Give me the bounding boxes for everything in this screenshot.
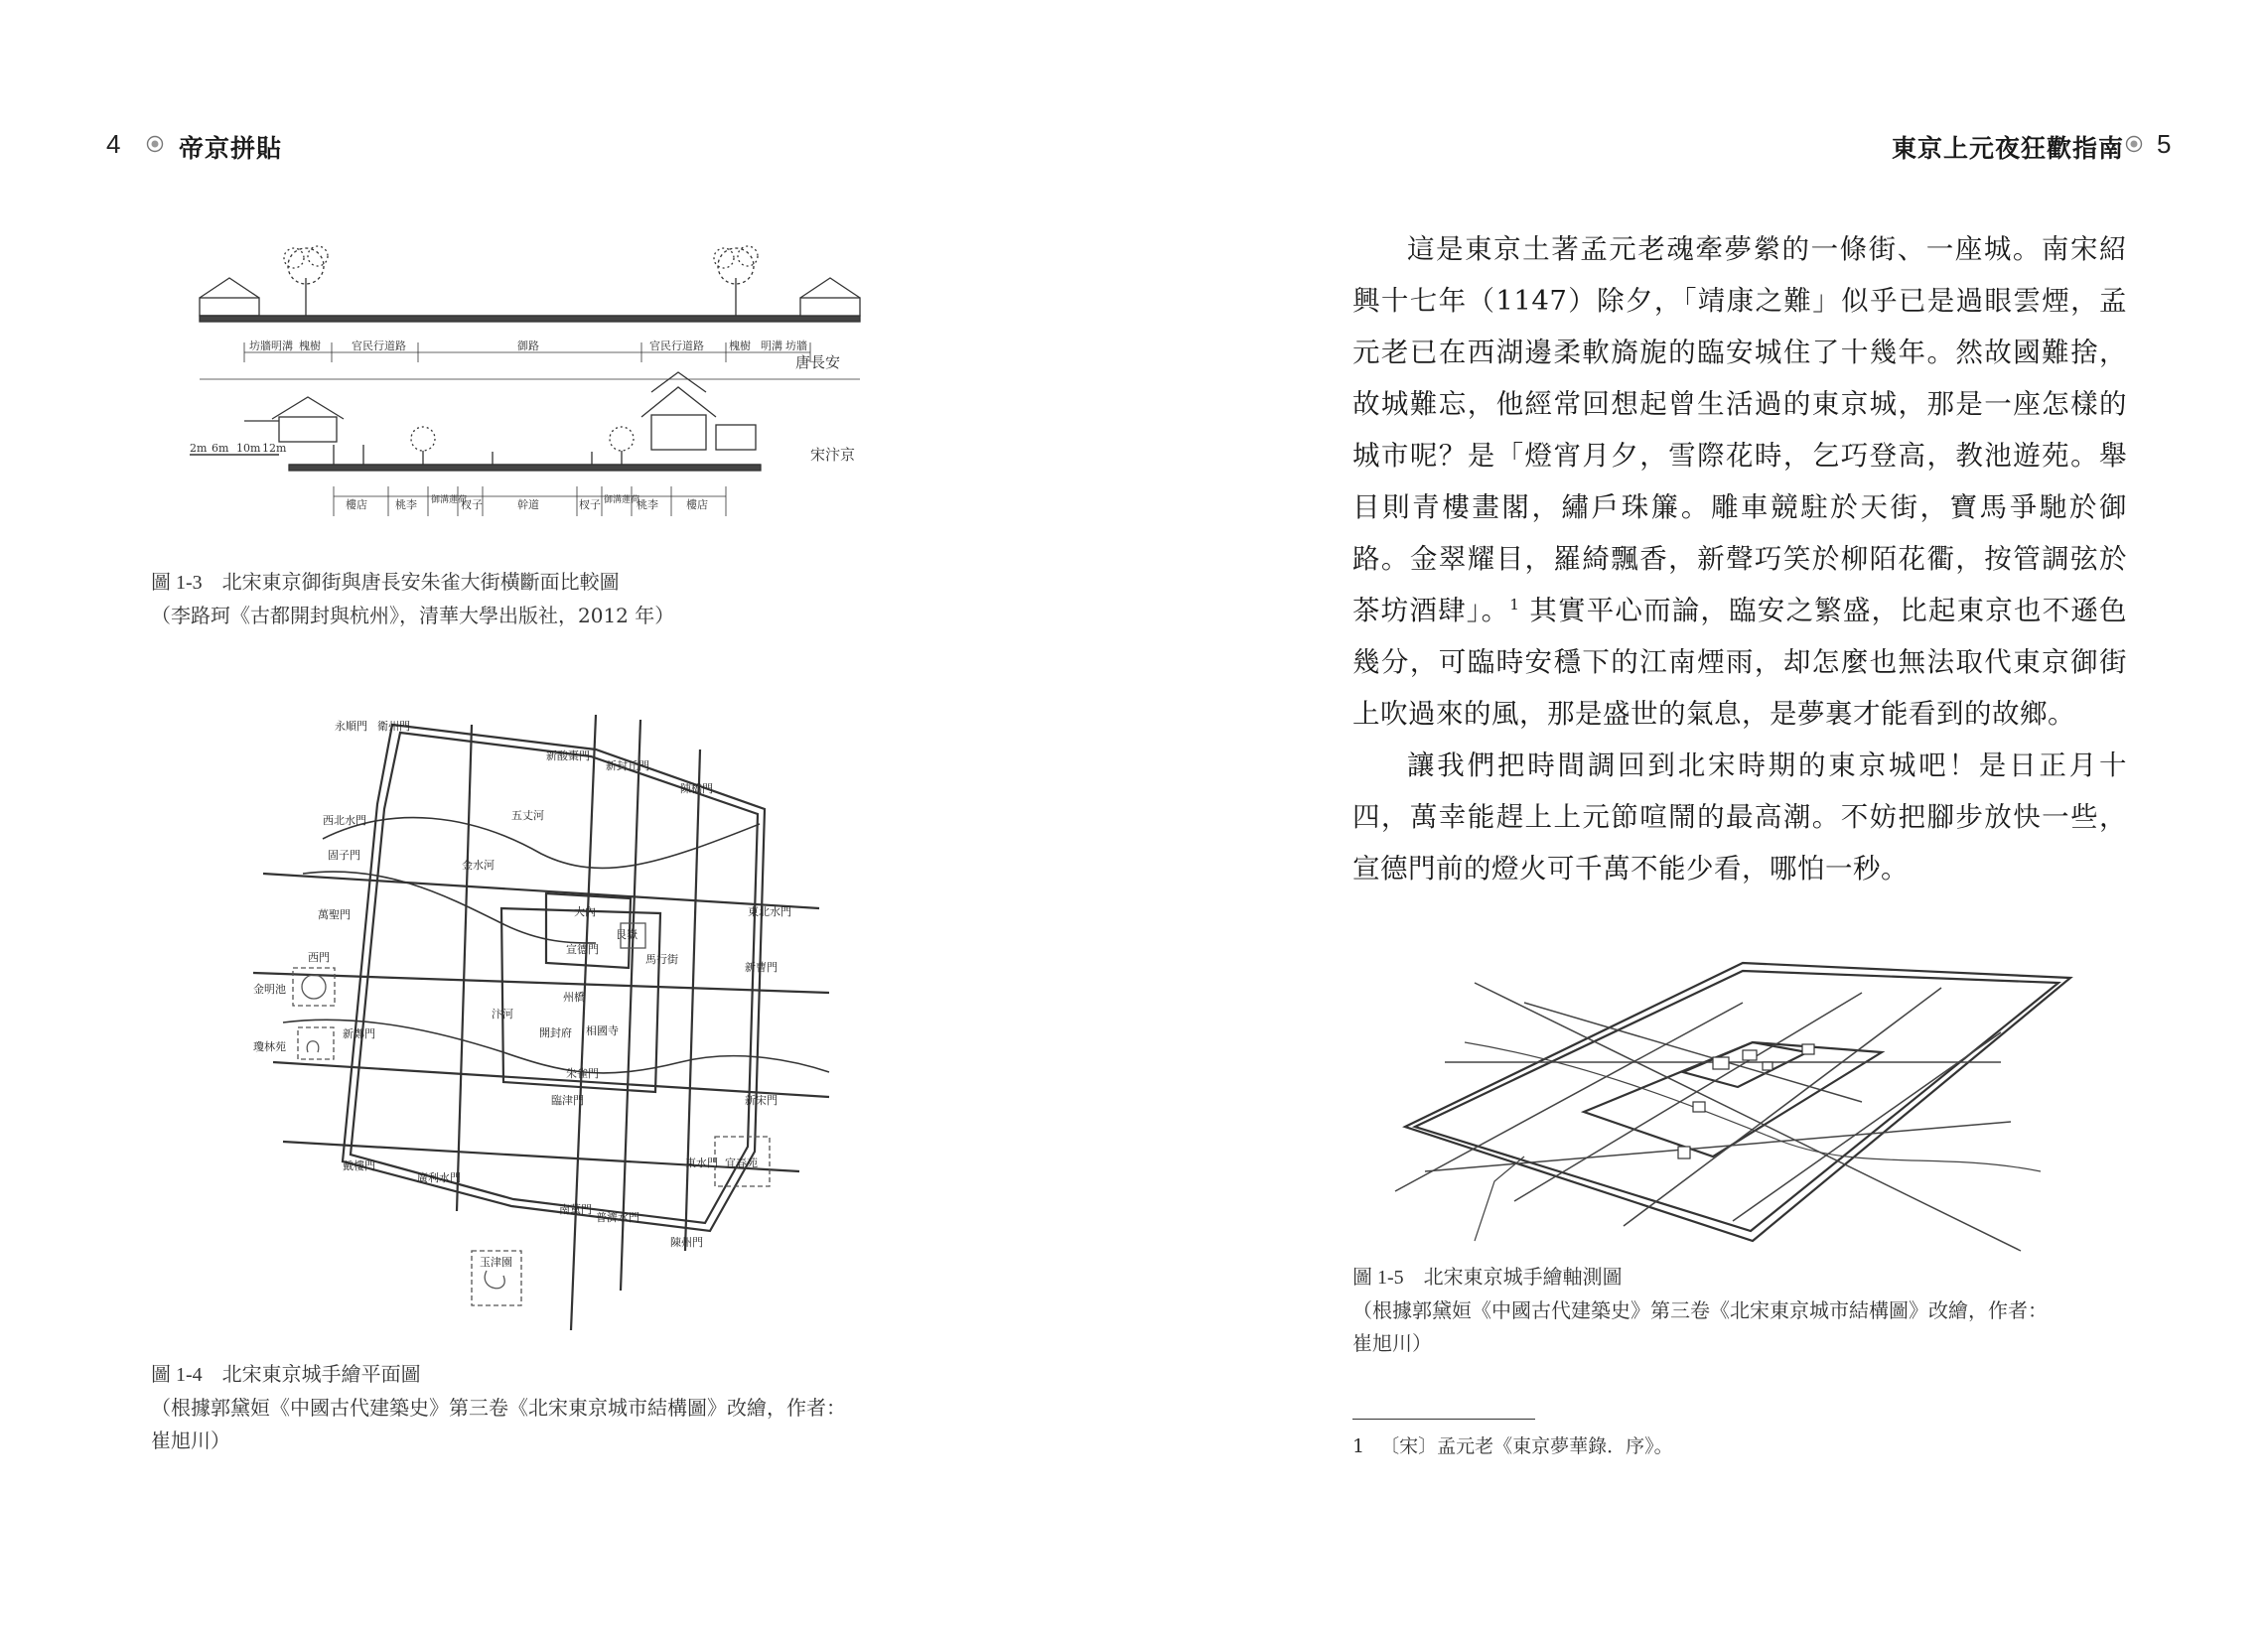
- svg-text:宣德門: 宣德門: [566, 943, 599, 956]
- figure-title: 北宋東京御街與唐長安朱雀大街橫斷面比較圖: [221, 570, 620, 594]
- figure-source-cont: 崔旭川）: [151, 1429, 230, 1452]
- svg-text:新封丘門: 新封丘門: [606, 759, 649, 772]
- svg-text:官民行道路: 官民行道路: [649, 340, 704, 352]
- svg-text:東水門: 東水門: [685, 1157, 718, 1169]
- svg-text:馬行街: 馬行街: [645, 953, 678, 966]
- right-running-title: 東京上元夜狂歡指南: [1892, 134, 2125, 163]
- svg-text:衛州門: 衛州門: [377, 720, 410, 733]
- svg-text:2m: 2m: [190, 442, 208, 455]
- footnote-divider: [1352, 1419, 1535, 1420]
- svg-text:杈子: 杈子: [579, 498, 601, 511]
- figure-1-3-caption: [151, 566, 674, 632]
- svg-text:永順門: 永順門: [335, 720, 367, 733]
- svg-text:樓店: 樓店: [686, 498, 708, 511]
- svg-text:新鄭門: 新鄭門: [343, 1027, 375, 1040]
- figure-1-3-cross-section: [185, 208, 880, 541]
- svg-text:大內: 大內: [574, 905, 596, 918]
- svg-text:樓店: 樓店: [346, 498, 367, 511]
- figure-source: （根據郭黛姮《中國古代建築史》第三卷《北宋東京城市結構圖》改繪，作者：: [151, 1396, 846, 1420]
- svg-text:萬聖門: 萬聖門: [318, 908, 351, 921]
- figure-source-cont: 崔旭川）: [1352, 1331, 1432, 1355]
- svg-text:御路: 御路: [517, 340, 539, 352]
- figure-title: 北宋東京城手繪軸測圖: [1423, 1265, 1623, 1289]
- svg-text:桃李: 桃李: [395, 498, 417, 511]
- svg-text:坊牆明溝: 坊牆明溝: [249, 340, 293, 352]
- svg-text:陳橋門: 陳橋門: [680, 782, 713, 795]
- svg-text:西北水門: 西北水門: [323, 814, 366, 827]
- svg-text:州橋: 州橋: [563, 991, 585, 1004]
- svg-text:杈子: 杈子: [461, 498, 483, 511]
- svg-text:12m: 12m: [262, 442, 287, 455]
- svg-text:玉津園: 玉津園: [480, 1256, 512, 1269]
- svg-text:臨津門: 臨津門: [551, 1094, 584, 1107]
- svg-text:汴河: 汴河: [492, 1008, 513, 1021]
- svg-text:宜春苑: 宜春苑: [725, 1157, 758, 1169]
- svg-text:金水河: 金水河: [462, 859, 495, 872]
- paragraph: 這是東京土著孟元老魂牽夢縈的一條街、一座城。南宋紹興十七年（1147）除夕，「靖康之難」似乎已是過眼雲煙，孟元老已在西湖邊柔軟旖旎的臨安城住了十幾年。然故國難捨，故城難忘，他經常回想起曾生活過的東京城，那是一座怎樣的城市呢？是「燈宵月夕，雪際花時，乞巧登高，教池遊苑。舉目則青樓畫閣，繡戶珠簾。雕車競駐於天街，寶馬爭馳於御路。金翠耀目，羅綺飄香，新聲巧笑於柳陌花衢，按管調弦於茶坊酒肆」。$^1$ 其實平心而論，臨安之繁盛，比起東京也不遜色幾分，可臨時安穩下的江南煙雨，却怎麼也無法取代東京御街上吹過來的風，那是盛世的氣息，是夢裏才能看到的故鄉。: [1352, 233, 2127, 730]
- figure-1-5-axonometric: [1385, 943, 2080, 1261]
- svg-text:艮嶽: 艮嶽: [616, 928, 638, 941]
- svg-text:金明池: 金明池: [253, 983, 286, 996]
- tree-icon: [284, 246, 328, 316]
- right-page-number: 5: [2157, 129, 2172, 159]
- svg-text:陳州門: 陳州門: [670, 1236, 703, 1249]
- svg-text:相國寺: 相國寺: [586, 1024, 619, 1037]
- svg-text:6m: 6m: [212, 442, 229, 455]
- figure-number: 圖 1-5: [1352, 1267, 1404, 1289]
- svg-text:開封府: 開封府: [539, 1026, 572, 1039]
- svg-text:官民行道路: 官民行道路: [352, 340, 406, 352]
- left-running-title: 帝京拼貼: [179, 134, 283, 163]
- figure-1-4-city-map: [243, 695, 839, 1340]
- svg-text:桃李: 桃李: [637, 498, 658, 511]
- footnote: [1352, 1431, 1673, 1458]
- figure-source: （李路珂《古都開封與杭州》，清華大學出版社，2012 年）: [151, 604, 675, 627]
- left-page-number: 4: [106, 129, 121, 159]
- tree-icon: [714, 246, 758, 316]
- svg-text:宋汴京: 宋汴京: [810, 446, 856, 464]
- footnote-marker[interactable]: 1: [1509, 595, 1520, 613]
- svg-text:唐長安: 唐長安: [795, 353, 841, 371]
- footnote-text: 〔宋〕孟元老《東京夢華錄．序》。: [1380, 1435, 1673, 1457]
- svg-text:普濟水門: 普濟水門: [596, 1211, 639, 1224]
- ornament-icon: [2125, 135, 2143, 153]
- svg-text:幹道: 幹道: [517, 498, 539, 511]
- figure-title: 北宋東京城手繪平面圖: [221, 1362, 421, 1386]
- figure-source: （根據郭黛姮《中國古代建築史》第三卷《北宋東京城市結構圖》改繪，作者：: [1352, 1298, 2048, 1322]
- figure-number: 圖 1-4: [151, 1364, 203, 1386]
- footnote-number: 1: [1352, 1435, 1365, 1457]
- svg-text:10m: 10m: [236, 442, 261, 455]
- svg-text:槐樹: 槐樹: [299, 340, 321, 352]
- svg-text:御溝蓮荷: 御溝蓮荷: [604, 495, 640, 505]
- svg-text:廣利水門: 廣利水門: [417, 1171, 461, 1184]
- svg-text:五丈河: 五丈河: [511, 809, 544, 822]
- figure-number: 圖 1-3: [151, 572, 203, 594]
- body-text: [1352, 223, 2127, 894]
- figure-1-5-caption: [1352, 1261, 2048, 1360]
- svg-text:新酸棗門: 新酸棗門: [546, 749, 590, 762]
- svg-text:固子門: 固子門: [328, 849, 360, 862]
- svg-text:東北水門: 東北水門: [748, 905, 791, 918]
- svg-text:西門: 西門: [308, 951, 330, 964]
- svg-text:明溝: 明溝: [761, 340, 782, 352]
- svg-text:瓊林苑: 瓊林苑: [253, 1040, 286, 1053]
- svg-text:槐樹: 槐樹: [729, 340, 751, 352]
- svg-text:坊牆: 坊牆: [785, 340, 807, 352]
- svg-text:新曹門: 新曹門: [745, 961, 778, 974]
- ornament-icon: [146, 135, 164, 153]
- svg-text:御溝蓮荷: 御溝蓮荷: [431, 495, 468, 505]
- paragraph: 讓我們把時間調回到北宋時期的東京城吧！是日正月十四，萬幸能趕上上元節喧鬧的最高潮。不妨把腳步放快一些，宣德門前的燈火可千萬不能少看，哪怕一秒。: [1352, 749, 2127, 885]
- figure-1-4-caption: [151, 1358, 846, 1457]
- svg-text:朱雀門: 朱雀門: [566, 1067, 599, 1080]
- svg-text:戴樓門: 戴樓門: [343, 1159, 375, 1172]
- svg-text:新宋門: 新宋門: [745, 1094, 778, 1107]
- svg-text:南薰門: 南薰門: [559, 1203, 592, 1216]
